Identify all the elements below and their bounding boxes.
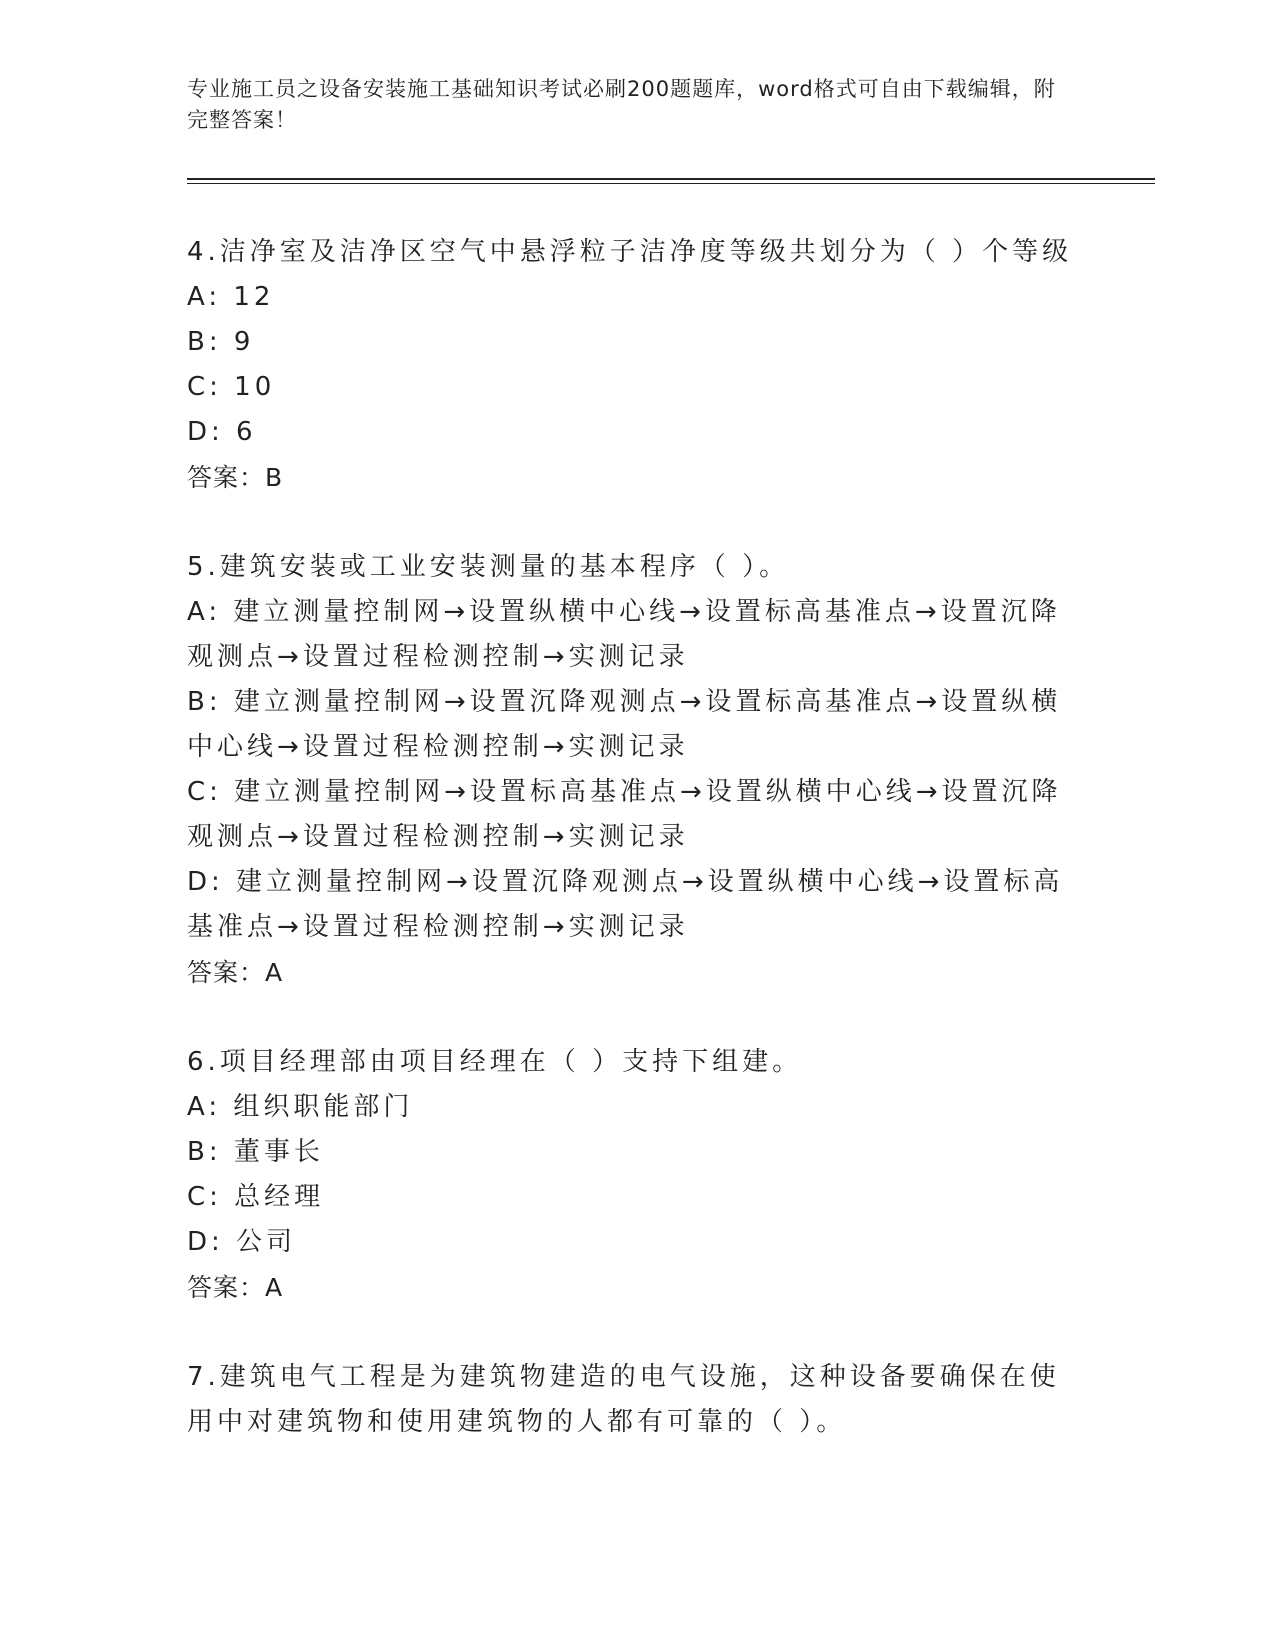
answer-line [187, 1265, 1087, 1310]
question-5 [187, 545, 1087, 995]
option-a: A: 建立测量控制网→设置纵横中心线→设置标高基准点→设置沉降观测点→设置过程检测控制→实测记录 [187, 597, 1061, 672]
question-4 [187, 230, 1087, 500]
document-header: 专业施工员之设备安装施工基础知识考试必刷200题题库，word格式可自由下载编辑，附完整答案！ [187, 77, 1056, 132]
question-6 [187, 1040, 1087, 1310]
question-text: 7.建筑电气工程是为建筑物建造的电气设施，这种设备要确保在使用中对建筑物和使用建筑物的人都有可靠的（ ）。 [187, 1362, 1060, 1437]
question-text: 5.建筑安装或工业安装测量的基本程序（ ）。 [187, 552, 790, 582]
answer-value: B [265, 463, 284, 492]
answer-label: 答案： [187, 463, 266, 492]
option-c: C: 总经理 [187, 1182, 325, 1212]
answer-line [187, 455, 1087, 500]
header-divider-thin [187, 183, 1155, 184]
option-c: C: 建立测量控制网→设置标高基准点→设置纵横中心线→设置沉降观测点→设置过程检测控制→实测记录 [187, 777, 1062, 852]
answer-label: 答案： [187, 1273, 266, 1302]
answer-value: A [265, 1273, 284, 1302]
option-b: B: 建立测量控制网→设置沉降观测点→设置标高基准点→设置纵横中心线→设置过程检测控制→实测记录 [187, 687, 1062, 762]
answer-line [187, 950, 1087, 995]
question-7 [187, 1355, 1087, 1445]
option-d: D: 6 [187, 417, 257, 447]
question-text: 4.洁净室及洁净区空气中悬浮粒子洁净度等级共划分为（ ）个等级 [187, 237, 1073, 267]
option-d: D: 公司 [187, 1227, 297, 1257]
option-a: A: 12 [187, 282, 275, 312]
question-text: 6.项目经理部由项目经理在（ ）支持下组建。 [187, 1047, 803, 1077]
option-d: D: 建立测量控制网→设置沉降观测点→设置纵横中心线→设置标高基准点→设置过程检测控制→实测记录 [187, 867, 1064, 942]
header-divider-thick [187, 178, 1155, 180]
option-b: B: 董事长 [187, 1137, 324, 1167]
option-c: C: 10 [187, 372, 276, 402]
question-list [187, 230, 1087, 1490]
option-b: B: 9 [187, 327, 255, 357]
option-a: A: 组织职能部门 [187, 1092, 414, 1122]
answer-value: A [265, 958, 284, 987]
answer-label: 答案： [187, 958, 266, 987]
